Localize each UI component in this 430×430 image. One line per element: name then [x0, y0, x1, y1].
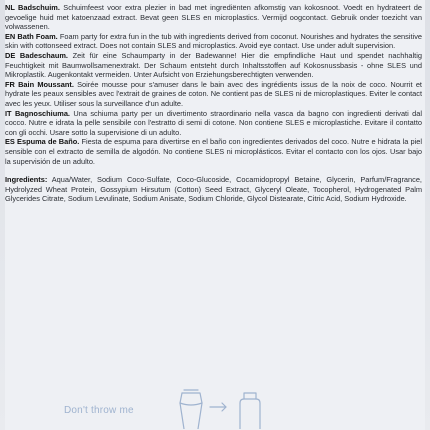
label-edge-right — [425, 0, 430, 430]
ingredients-list: Ingredients: Aqua/Water, Sodium Coco-Sulfate, Coco-Glucoside, Cocamidopropyl Betaine, Glycerin, Parfum/Fragrance, Hydrolyzed Wheat Protein, Gossypium Hirsutum (Cotton) Seed Extract, Glyceryl Oleate, Tocopherol, Hydrogenated Palm Glycerides Citrate, Sodium Levulinate, Sodium Anisate, Sodium Chloride, Glycol Distearate, Citric Acid, Sodium Hydroxide. — [5, 175, 422, 204]
refill-pouch-to-bottle-icon — [160, 389, 320, 429]
label-text-block — [5, 3, 422, 204]
description-en: EN Bath Foam. Foam party for extra fun in the tub with ingredients derived from coconut. Nourishes and hydrates the sensitive skin with cottonseed extract. Does not contain SLES and microplastics. Avoid eye contact. Use under adult supervision. — [5, 31, 423, 51]
description-it: IT Bagnoschiuma. Una schiuma party per un divertimento straordinario nella vasca da bagno con ingredienti derivati dal cocco. Nutre e idrata la pelle sensibile con l'estratto di semi di cotone. Non contiene SLES e microplastiche. Evitare il contatto con gli occhi. Usare sotto la supervisione di un adulto. — [5, 108, 422, 137]
description-es: ES Espuma de Baño. Fiesta de espuma para divertirse en el baño con ingredientes derivados del coco. Nutre e hidrata la piel sensible con el extracto de semilla de algodón. No contiene SLES ni microplásticos. Evitar el contacto con los ojos. Usar bajo la supervisión de un adulto. — [5, 137, 422, 166]
description-de: DE Badeschaum. Zeit für eine Schaumparty in der Badewanne! Hier die empfindliche Haut und spendet nachhaltig Feuchtigkeit mit Baumwollsamenextrakt. Der Schaum entsteht durch Inhaltsstoffen auf Kokosnussbasis - ohne SLES und Mikroplastik. Augenkontakt vermeiden. Unter Aufsicht von Erziehungsberechtigten verwenden. — [5, 50, 422, 80]
description-nl: NL Badschuim. Schuimfeest voor extra plezier in bad met ingrediënten afkomstig van kokosnoot. Voedt en hydrateert de gevoelige huid met katoenzaad extract. Bevat geen SLES en microplastics. Vermijd oogcontact. Gebruik onder toezicht van volwassenen. — [5, 3, 422, 32]
recycle-slogan: Don't throw me — [64, 405, 134, 416]
label-footer — [0, 395, 430, 430]
description-fr: FR Bain Moussant. Soirée mousse pour s'amuser dans le bain avec des ingrédients issus de la noix de coco. Nourrit et hydrate les peaux sensibles avec l'extrait de graines de coton. Ne contient pas de SLES ni de microplastiques. Eviter le contact avec les yeux. Utiliser sous la surveillance d'un adulte. — [5, 79, 422, 108]
